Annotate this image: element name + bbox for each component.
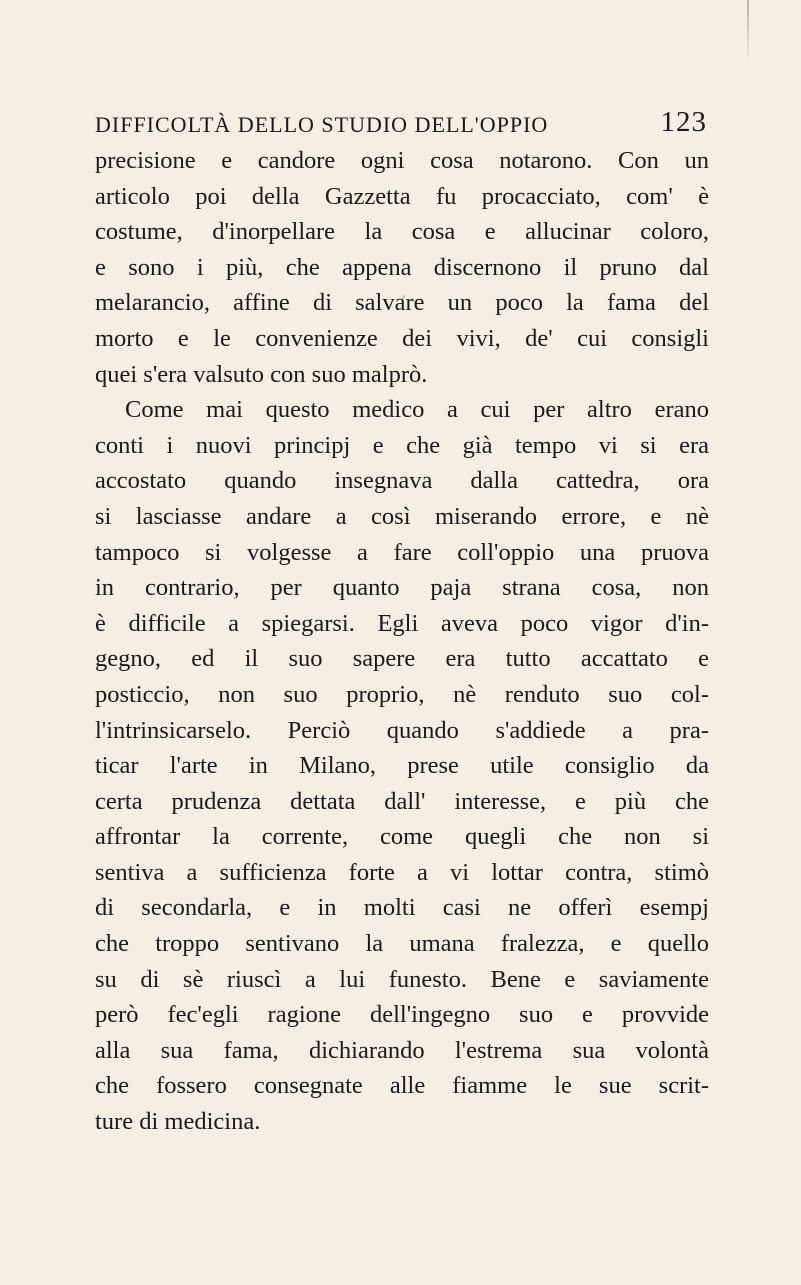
- text-line: sentiva a sufficienza forte a vi lottar contra, stimò: [95, 858, 709, 886]
- text-line: è difficile a spiegarsi. Egli aveva poco vigor d'in-: [95, 609, 709, 637]
- text-line: e sono i più, che appena discernono il pruno dal: [95, 253, 709, 281]
- text-line: l'intrinsicarselo. Perciò quando s'addiede a pra-: [95, 716, 709, 744]
- text-line: certa prudenza dettata dall' interesse, e più che: [95, 787, 709, 815]
- text-line: che fossero consegnate alle fiamme le sue scrit-: [95, 1072, 709, 1100]
- text-line: melarancio, affine di salvare un poco la fama del: [95, 289, 709, 317]
- text-line: accostato quando insegnava dalla cattedra, ora: [95, 467, 709, 495]
- text-line: quei s'era valsuto con suo malprò.: [95, 360, 428, 388]
- text-line: articolo poi della Gazzetta fu procacciato, com' è: [95, 182, 709, 210]
- text-line: in contrario, per quanto paja strana cosa, non: [95, 574, 709, 602]
- running-title: DIFFICOLTÀ DELLO STUDIO DELL'OPPIO: [95, 112, 549, 137]
- page-number: 123: [660, 106, 707, 138]
- text-line: ture di medicina.: [95, 1108, 261, 1136]
- text-line: su di sè riuscì a lui funesto. Bene e saviamente: [95, 965, 709, 993]
- text-line: che troppo sentivano la umana fralezza, e quello: [95, 930, 709, 958]
- text-line: gegno, ed il suo sapere era tutto accattato e: [95, 645, 709, 673]
- text-line: si lasciasse andare a così miserando errore, e nè: [95, 502, 709, 530]
- page-edge-mark: [747, 0, 749, 64]
- paragraph-start-line: Come mai questo medico a cui per altro erano: [125, 396, 709, 424]
- text-line: posticcio, non suo proprio, nè renduto suo col-: [95, 680, 709, 708]
- text-line: però fec'egli ragione dell'ingegno suo e provvide: [95, 1001, 709, 1029]
- text-line: ticar l'arte in Milano, prese utile consiglio da: [95, 752, 709, 780]
- text-line: tampoco si volgesse a fare coll'oppio una pruova: [95, 538, 709, 566]
- text-line: morto e le convenienze dei vivi, de' cui consigli: [95, 324, 709, 352]
- text-line: affrontar la corrente, come quegli che non si: [95, 823, 709, 851]
- body-text: [95, 143, 709, 1140]
- text-line: costume, d'inorpellare la cosa e allucinar coloro,: [95, 218, 709, 246]
- text-line: conti i nuovi principj e che già tempo vi si era: [95, 431, 709, 459]
- text-line: precisione e candore ogni cosa notarono. Con un: [95, 147, 709, 174]
- text-line: alla sua fama, dichiarando l'estrema sua volontà: [95, 1036, 709, 1064]
- text-line: di secondarla, e in molti casi ne offerì esempj: [95, 894, 709, 922]
